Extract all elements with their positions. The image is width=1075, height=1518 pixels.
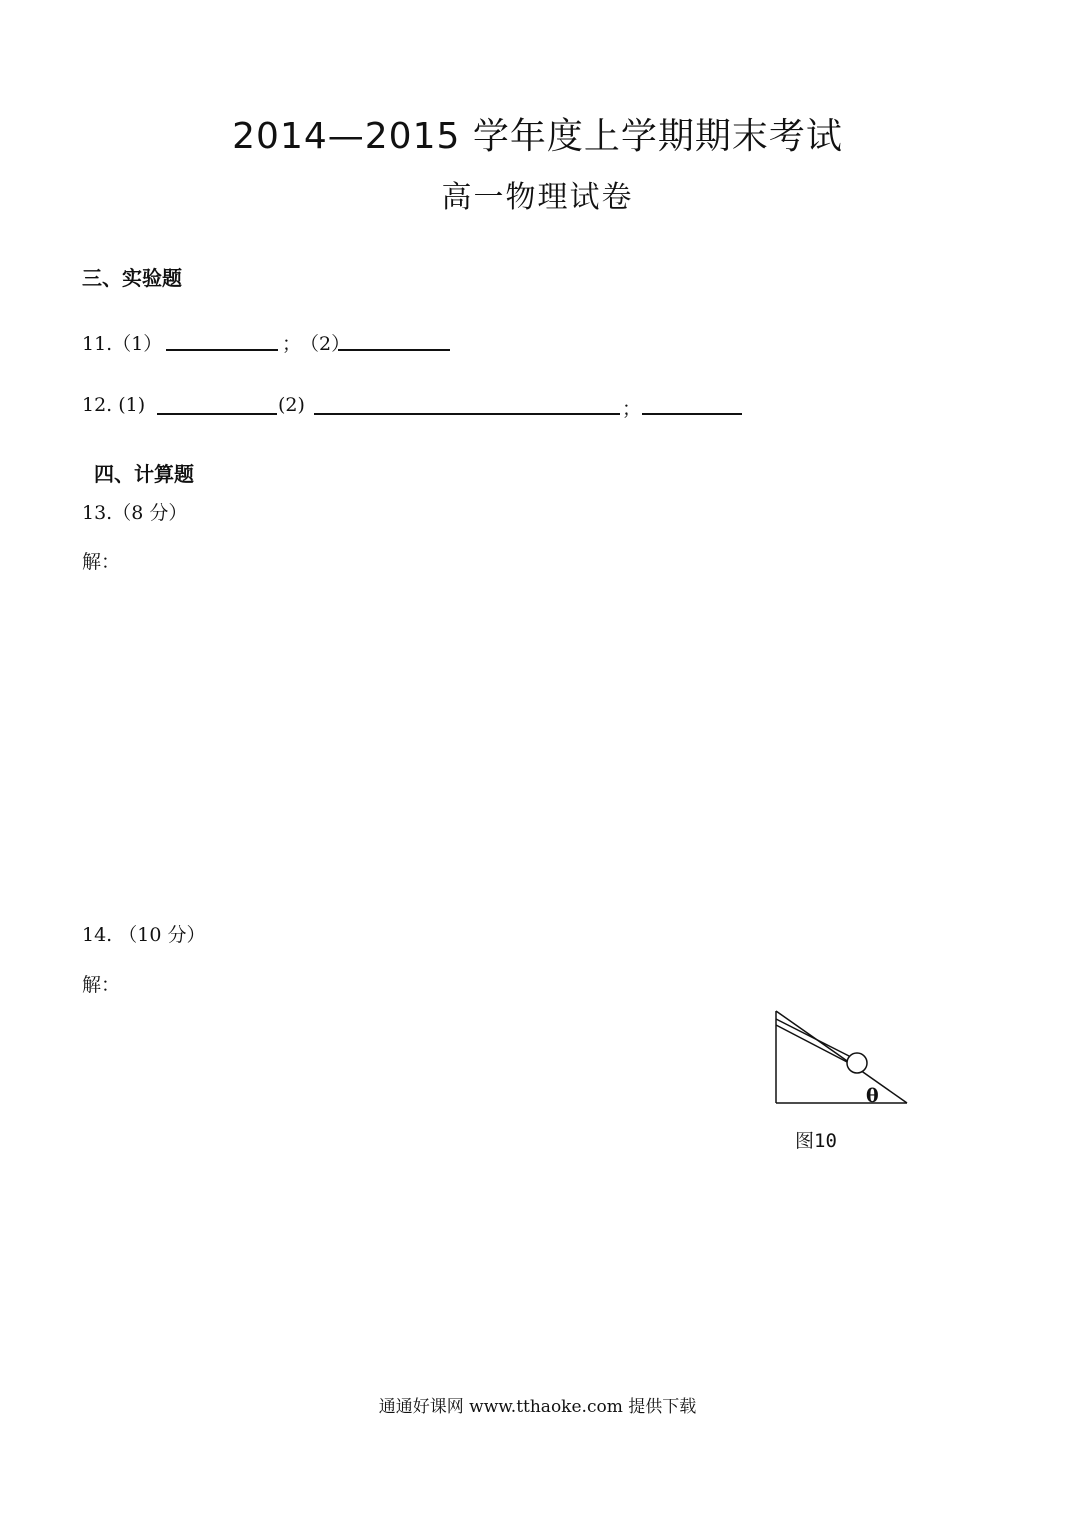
board-bottom-edge <box>776 1025 849 1063</box>
theta-label: θ <box>866 1085 879 1107</box>
section-calculation-heading: 四、计算题 <box>94 462 194 486</box>
incline-diagram <box>770 1005 915 1110</box>
page-title: 2014—2015 学年度上学期期末考试 <box>232 116 843 157</box>
q13-solution-label: 解： <box>82 551 121 573</box>
page-subtitle: 高一物理试卷 <box>441 180 634 215</box>
q12-blank-2[interactable] <box>314 413 620 415</box>
incline-slope <box>776 1011 907 1103</box>
ball <box>847 1053 867 1073</box>
q12-blank-3[interactable] <box>642 413 742 415</box>
q12-separator: ； <box>622 398 642 420</box>
q14-solution-label: 解： <box>82 974 121 996</box>
footer-text: 通通好课网 www.tthaoke.com 提供下载 <box>378 1397 697 1417</box>
board-top-edge <box>776 1019 849 1056</box>
section-experiment-heading: 三、实验题 <box>82 266 182 290</box>
q11-blank-2[interactable] <box>338 349 450 351</box>
q12-part2-label: (2) <box>278 394 305 416</box>
q11-blank-1[interactable] <box>166 349 278 351</box>
q11-prefix: 11.（1） <box>82 333 163 355</box>
q12-blank-1[interactable] <box>157 413 277 415</box>
q11-separator: ； <box>282 333 302 355</box>
q12-prefix: 12. (1) <box>82 394 146 416</box>
q14-label: 14. （10 分） <box>82 924 206 946</box>
q11-part2-label: （2） <box>300 333 351 355</box>
figure-caption: 图10 <box>795 1130 837 1152</box>
q13-label: 13.（8 分） <box>82 502 188 524</box>
